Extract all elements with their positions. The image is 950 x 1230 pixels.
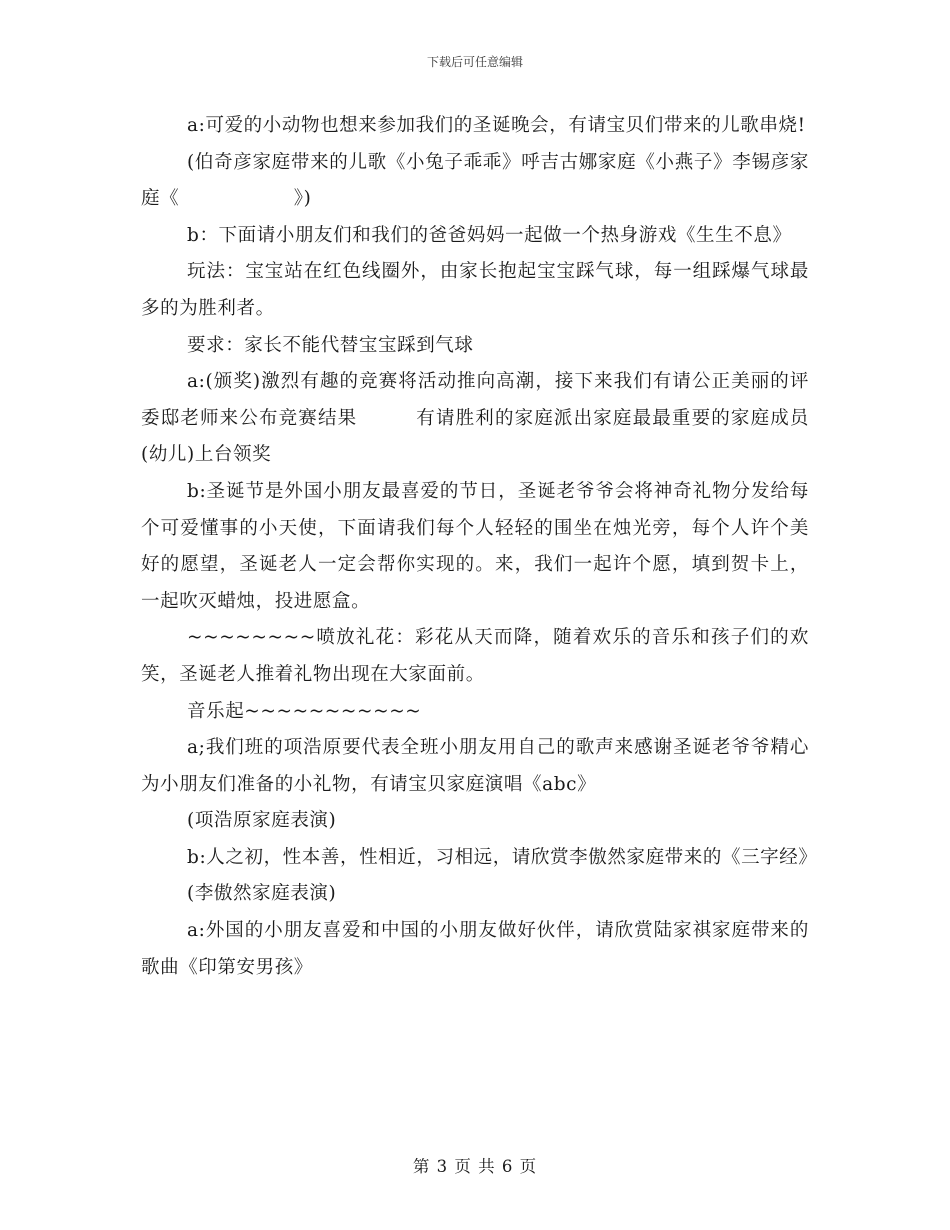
paragraph-12: b:人之初，性本善，性相近，习相远，请欣赏李傲然家庭带来的《三字经》 <box>187 846 818 868</box>
paragraph-2: (伯奇彦家庭带来的儿歌《小兔子乖乖》呼吉古娜家庭《小燕子》李锡彦家庭《 》) <box>141 151 809 210</box>
page-number: 第 3 页 共 6 页 <box>412 1157 538 1176</box>
paragraph-7: b:圣诞节是外国小朋友最喜爱的节日，圣诞老爷爷会将神奇礼物分发给每个可爱懂事的小天使，下面请我们每个人轻轻的围坐在烛光旁，每个人许个美好的愿望，圣诞老人一定会帮你实现的。来，我们一起许个愿，填到贺卡上，一起吹灭蜡烛，投进愿盒。 <box>141 480 809 612</box>
paragraph-13: (李傲然家庭表演) <box>187 883 337 905</box>
paragraph-14: a:外国的小朋友喜爱和中国的小朋友做好伙伴，请欣赏陆家祺家庭带来的歌曲《印第安男孩》 <box>141 920 809 978</box>
paragraph-8: ~~~~~~~~喷放礼花：彩花从天而降，随着欢乐的音乐和孩子们的欢笑，圣诞老人推着礼物出现在大家面前。 <box>141 627 809 685</box>
paragraph-4: 玩法：宝宝站在红色线圈外，由家长抱起宝宝踩气球，每一组踩爆气球最多的为胜利者。 <box>141 261 809 319</box>
paragraph-5: 要求：家长不能代替宝宝踩到气球 <box>187 334 474 356</box>
page-header: 下载后可任意编辑 <box>426 55 523 69</box>
paragraph-11: (项浩原家庭表演) <box>187 810 337 832</box>
document-body <box>141 108 818 986</box>
paragraph-6: a:(颁奖)激烈有趣的竞赛将活动推向高潮，接下来我们有请公正美丽的评委邸老师来公布竞赛结果 有请胜利的家庭派出家庭最最重要的家庭成员(幼儿)上台领奖 <box>141 371 809 466</box>
paragraph-9: 音乐起~~~~~~~~~~~ <box>187 700 422 722</box>
paragraph-3: b：下面请小朋友们和我们的爸爸妈妈一起做一个热身游戏《生生不息》 <box>187 224 792 246</box>
paragraph-10: a;我们班的项浩原要代表全班小朋友用自己的歌声来感谢圣诞老爷爷精心为小朋友们准备的小礼物，有请宝贝家庭演唱《abc》 <box>141 737 809 795</box>
paragraph-1: a:可爱的小动物也想来参加我们的圣诞晚会，有请宝贝们带来的儿歌串烧! <box>187 115 806 136</box>
